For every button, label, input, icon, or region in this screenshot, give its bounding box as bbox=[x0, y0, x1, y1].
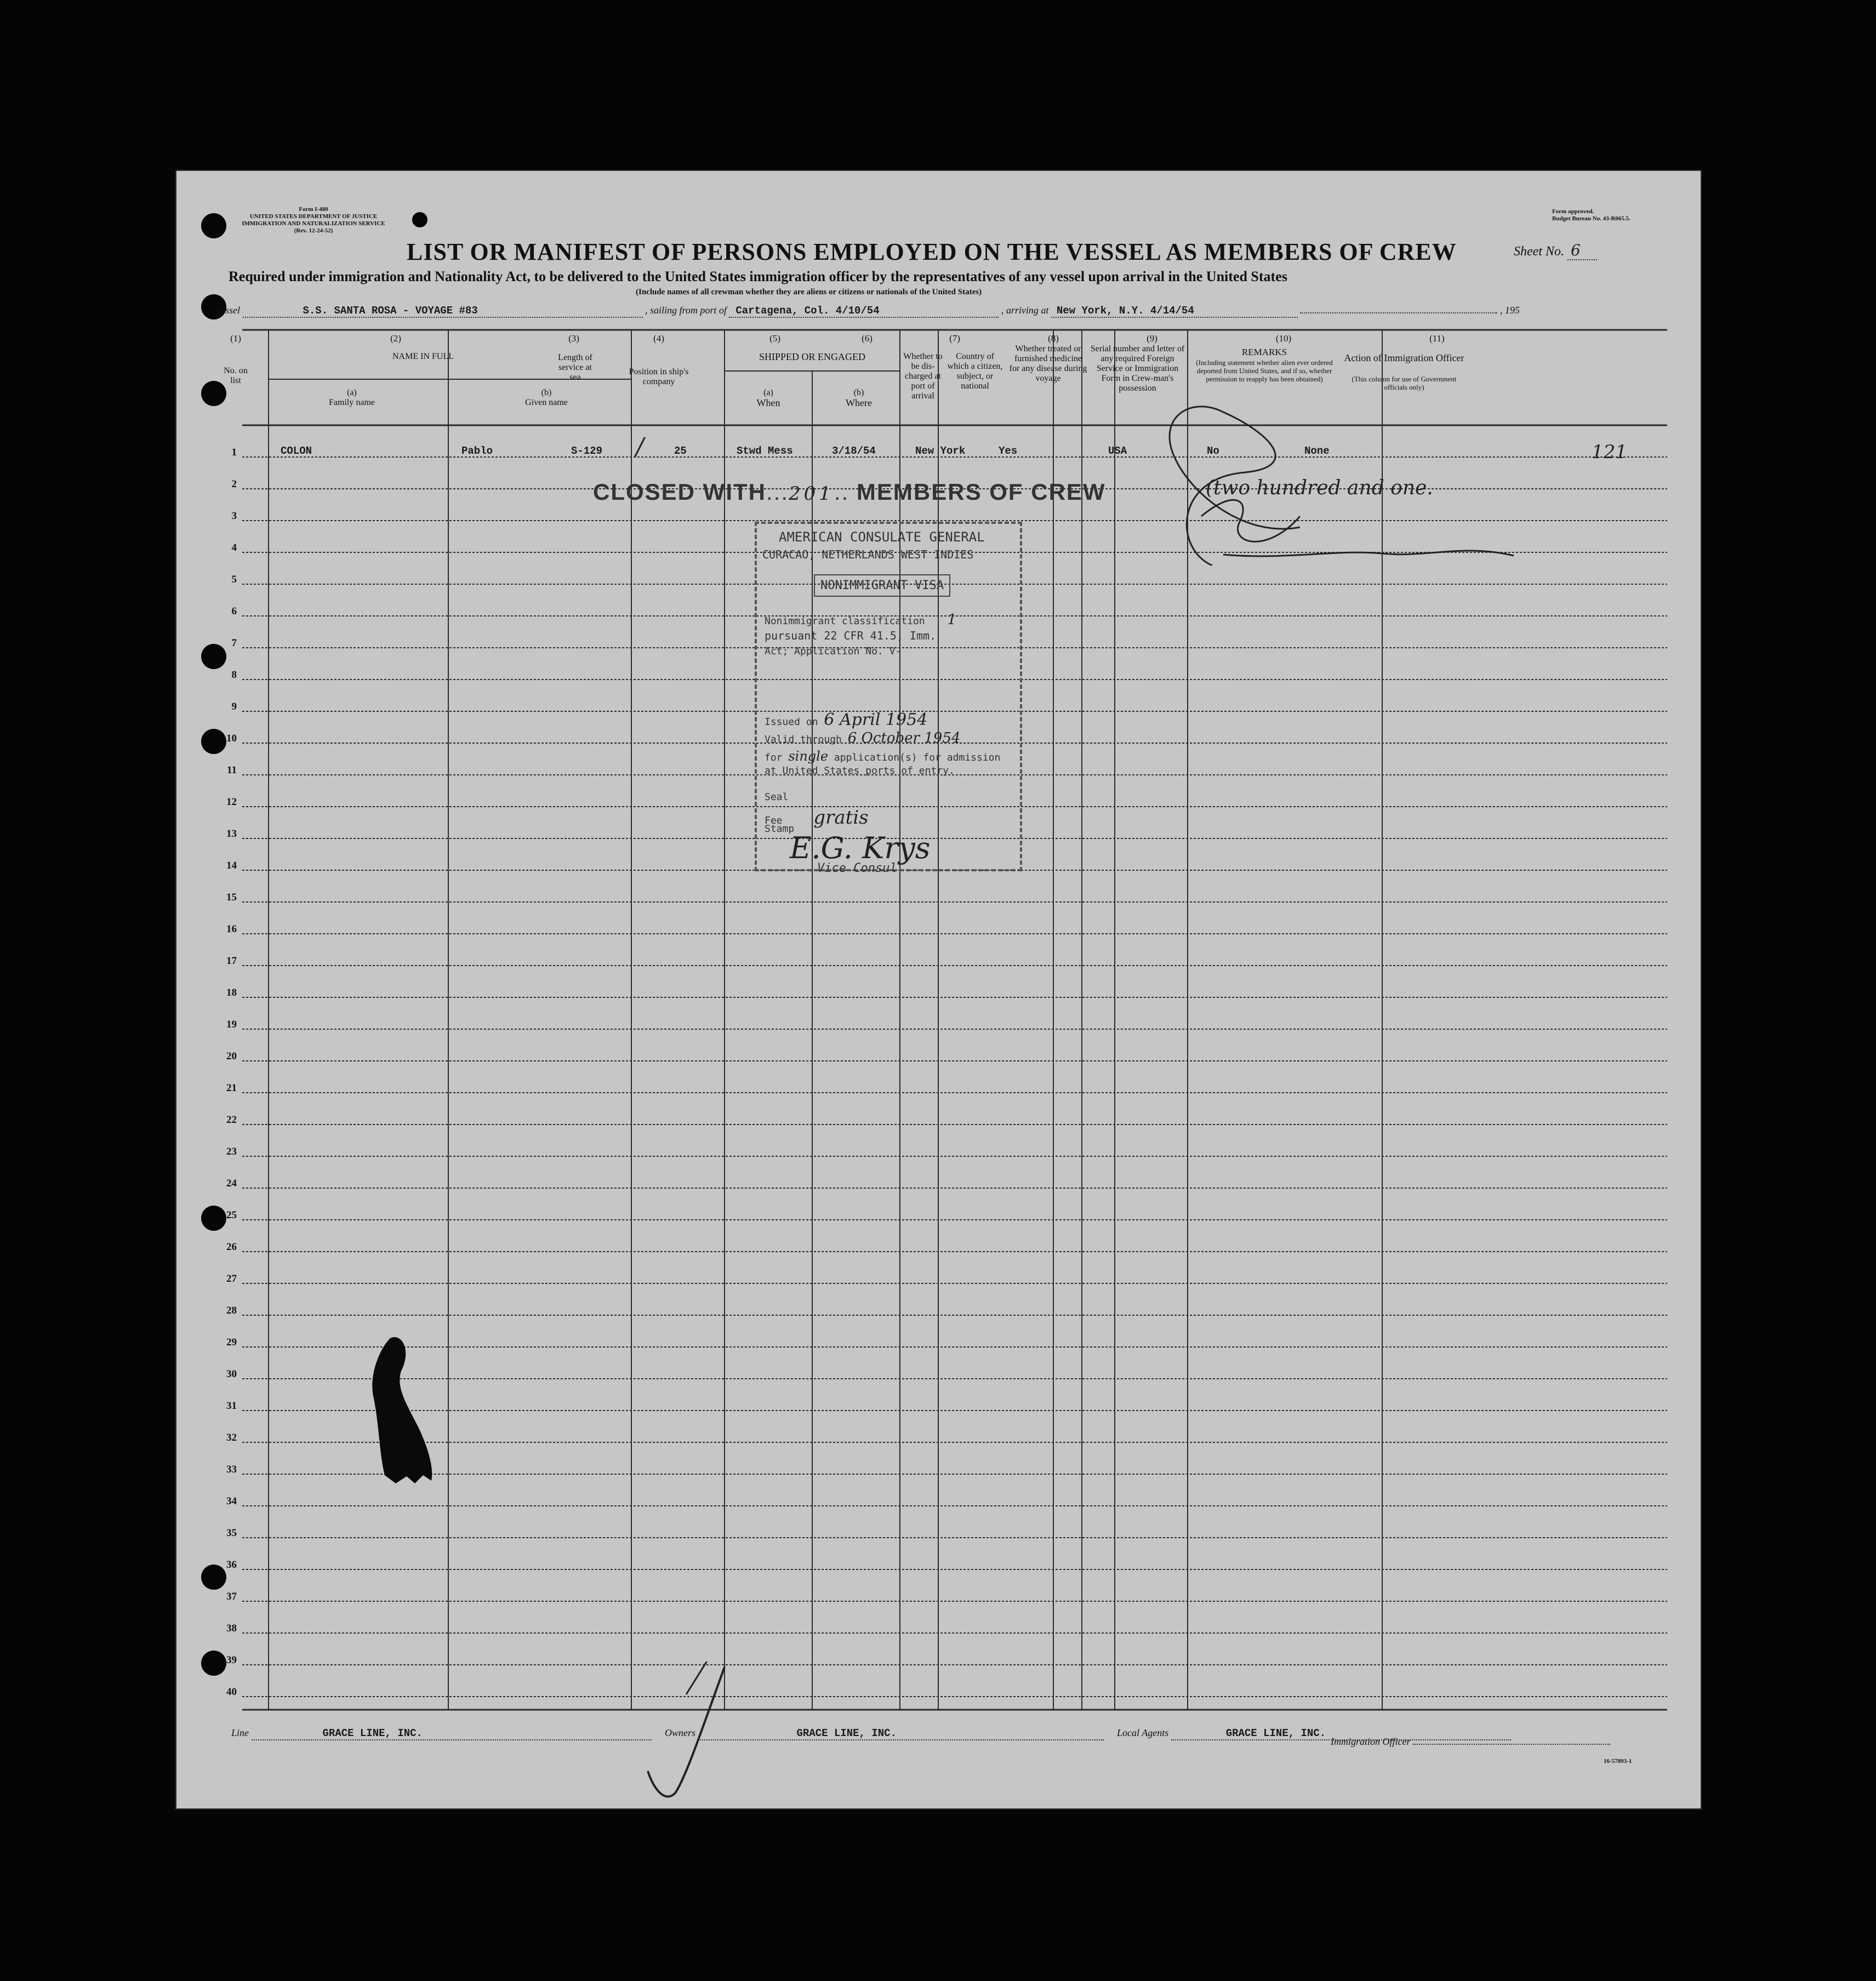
row-number: 23 bbox=[226, 1146, 237, 1157]
header-serial-form: Serial number and letter of any required Foreign Service or Immigration Form in Crew-man's possession bbox=[1090, 344, 1185, 393]
row-number: 8 bbox=[231, 669, 237, 681]
closing-suffix: MEMBERS OF CREW bbox=[856, 479, 1106, 505]
footer-agents-value: GRACE LINE, INC. bbox=[1171, 1727, 1511, 1740]
stamp-signature: E.G. Krys bbox=[790, 831, 931, 865]
stamp-classification bbox=[765, 612, 956, 628]
stamp-seal: Seal bbox=[765, 791, 789, 803]
row-number: 36 bbox=[226, 1559, 237, 1571]
footer-agents-label: Local Agents bbox=[1117, 1727, 1169, 1738]
header-name-in-full: NAME IN FULL bbox=[392, 352, 454, 361]
row-number: 19 bbox=[226, 1019, 237, 1030]
header-length-of-service: Length of service at sea bbox=[558, 353, 592, 382]
header-treated: Whether treated or furnished medicine for any disease during voyage bbox=[1009, 344, 1087, 383]
row-number: 29 bbox=[226, 1337, 237, 1348]
row-number: 39 bbox=[226, 1654, 237, 1666]
sheet-label: Sheet No. bbox=[1514, 244, 1564, 259]
column-number: (2) bbox=[390, 333, 401, 344]
row-number: 3 bbox=[231, 510, 237, 522]
vessel-name: S.S. SANTA ROSA - VOYAGE #83 bbox=[243, 305, 643, 318]
header-family-name: Family name bbox=[329, 398, 375, 407]
header-where-letter: (b) bbox=[853, 388, 864, 397]
row-number: 13 bbox=[226, 828, 237, 840]
arriving-label: , arriving at bbox=[1001, 305, 1049, 316]
stamp-for bbox=[765, 749, 1000, 764]
row-number: 38 bbox=[226, 1623, 237, 1634]
row-number: 10 bbox=[226, 733, 237, 744]
stamp-issued bbox=[765, 710, 927, 729]
entry-given-name: Pablo bbox=[461, 445, 493, 457]
footer-line-label: Line bbox=[231, 1727, 249, 1738]
header-shipped-or-engaged: SHIPPED OR ENGAGED bbox=[759, 351, 865, 362]
budget-bureau-number: Budget Bureau No. 43-R065.5. bbox=[1552, 215, 1630, 222]
closing-prefix: CLOSED WITH bbox=[593, 479, 766, 505]
footer-line-value: GRACE LINE, INC. bbox=[252, 1727, 652, 1740]
closing-underline-scribble bbox=[1218, 533, 1525, 566]
stamp-stamp-label: Stamp bbox=[765, 823, 795, 835]
column-number: (7) bbox=[949, 333, 960, 344]
form-approved: Form approved. bbox=[1552, 208, 1594, 215]
row-number: 40 bbox=[226, 1686, 237, 1698]
row-number: 35 bbox=[226, 1527, 237, 1539]
row-number: 31 bbox=[226, 1400, 237, 1412]
row-number: 7 bbox=[231, 637, 237, 649]
row-number: 15 bbox=[226, 892, 237, 903]
row-number: 14 bbox=[226, 860, 237, 871]
footer-officer-label: Immigration Officer bbox=[1331, 1736, 1411, 1747]
row-number: 1 bbox=[231, 447, 237, 458]
row-number: 34 bbox=[226, 1495, 237, 1507]
footer bbox=[231, 1727, 1511, 1740]
revision-date: (Rev. 12-24-52) bbox=[294, 227, 333, 234]
row-number: 30 bbox=[226, 1368, 237, 1380]
entry-serial: S-129 bbox=[571, 445, 603, 457]
stamp-for-value: single bbox=[788, 749, 829, 764]
stamp-valid-date: 6 October 1954 bbox=[847, 730, 961, 746]
row-number: 4 bbox=[231, 542, 237, 553]
column-number: (4) bbox=[653, 333, 664, 344]
header-discharged: Whether to be dis-charged at port of arrival bbox=[903, 352, 943, 401]
header-given-name: Given name bbox=[525, 398, 568, 407]
column-number: (3) bbox=[568, 333, 579, 344]
row-number: 6 bbox=[231, 606, 237, 617]
closing-statement: CLOSED WITH...201.. MEMBERS OF CREW bbox=[593, 479, 1106, 505]
stamp-vice-consul: Vice Consul bbox=[817, 861, 897, 875]
row-number: 9 bbox=[231, 701, 237, 712]
row-number: 21 bbox=[226, 1082, 237, 1094]
column-number: (9) bbox=[1147, 333, 1157, 344]
row-number: 37 bbox=[226, 1591, 237, 1602]
row-number: 20 bbox=[226, 1051, 237, 1062]
row-number: 5 bbox=[231, 574, 237, 585]
header-family-name-letter: (a) bbox=[347, 388, 357, 397]
year-label: , 195 bbox=[1499, 305, 1520, 316]
stamp-issued-label: Issued on bbox=[765, 716, 818, 728]
column-number: (11) bbox=[1429, 333, 1445, 344]
row-number: 2 bbox=[231, 478, 237, 490]
entry-checkmark: / bbox=[636, 433, 644, 461]
stamp-consulate: AMERICAN CONSULATE GENERAL bbox=[779, 529, 985, 545]
row-number: 33 bbox=[226, 1464, 237, 1475]
stamp-location: CURACAO, NETHERLANDS WEST INDIES bbox=[762, 548, 974, 561]
sheet-number-value: 6 bbox=[1567, 241, 1597, 260]
stamp-classification-value: 1 bbox=[947, 612, 956, 628]
footer-owners-value: GRACE LINE, INC. bbox=[698, 1727, 1104, 1740]
row-number: 18 bbox=[226, 987, 237, 998]
handwritten-check-mark bbox=[642, 1662, 752, 1804]
service-name: IMMIGRATION AND NATURALIZATION SERVICE bbox=[242, 220, 385, 227]
manifest-sheet bbox=[176, 171, 1701, 1808]
vessel-label: Vessel bbox=[216, 305, 240, 316]
entry-when: 3/18/54 bbox=[832, 445, 876, 457]
sailing-label: , sailing from port of bbox=[645, 305, 727, 316]
header-where: Where bbox=[846, 397, 872, 408]
row-number: 27 bbox=[226, 1273, 237, 1284]
entry-where: New York bbox=[915, 445, 966, 457]
row-number: 32 bbox=[226, 1432, 237, 1443]
page-title: LIST OR MANIFEST OF PERSONS EMPLOYED ON THE VESSEL AS MEMBERS OF CREW bbox=[407, 238, 1457, 265]
entry-officer-action: 121 bbox=[1592, 441, 1627, 463]
stamp-issued-date: 6 April 1954 bbox=[824, 710, 928, 729]
closing-handwritten: (two hundred and one. bbox=[1206, 477, 1433, 499]
column-number: (5) bbox=[769, 333, 780, 344]
header-no-on-list: No. on list bbox=[224, 366, 248, 385]
column-number: (6) bbox=[862, 333, 873, 344]
row-number: 22 bbox=[226, 1114, 237, 1126]
row-number: 28 bbox=[226, 1305, 237, 1316]
entry-discharged: Yes bbox=[999, 445, 1018, 457]
stamp-fee-value: gratis bbox=[813, 807, 869, 829]
stamp-fee-label: Fee bbox=[765, 815, 783, 826]
page-subtitle: Required under immigration and Nationality Act, to be delivered to the United States immigration officer by the representatives of any vessel upon arrival in the United States bbox=[229, 269, 1287, 284]
row-number: 26 bbox=[226, 1241, 237, 1253]
form-number: Form I-480 bbox=[299, 206, 328, 213]
header-officer-note: (This column for use of Government officials only) bbox=[1352, 375, 1457, 391]
stamp-ports: at United States ports of entry. bbox=[765, 765, 955, 777]
header-officer-action: Action of Immigration Officer bbox=[1344, 352, 1464, 363]
header-given-name-letter: (b) bbox=[541, 388, 552, 397]
header-position: Position in ship's company bbox=[629, 367, 689, 386]
row-number: 17 bbox=[226, 955, 237, 967]
stamp-application-note: application(s) for admission bbox=[834, 752, 1001, 763]
entry-form: None bbox=[1304, 445, 1330, 457]
print-code: 16-57893-1 bbox=[1604, 1758, 1632, 1765]
sailing-port: Cartagena, Col. 4/10/54 bbox=[729, 305, 999, 318]
crew-note: (Include names of all crewman whether they are aliens or citizens or nationals of the United States) bbox=[636, 288, 982, 296]
consular-visa-stamp bbox=[755, 522, 1022, 875]
column-number: (8) bbox=[1048, 333, 1059, 344]
header-country: Country of which a citizen, subject, or national bbox=[947, 352, 1003, 391]
closing-count: 201 bbox=[789, 483, 834, 505]
stamp-pursuant: pursuant 22 CFR 41.5, Imm. bbox=[765, 629, 937, 642]
row-number: 25 bbox=[226, 1209, 237, 1221]
entry-treated: No bbox=[1207, 445, 1219, 457]
header-remarks: REMARKS bbox=[1241, 347, 1287, 357]
entry-country: USA bbox=[1108, 445, 1127, 457]
stamp-valid bbox=[765, 730, 960, 746]
stamp-visa-type: NONIMMIGRANT VISA bbox=[814, 574, 950, 597]
header-remarks-note: (Including statement whether alien ever ordered deported from United States, and if so, whether permission to reapply has been obtained) bbox=[1196, 358, 1333, 383]
stamp-valid-label: Valid through bbox=[765, 734, 842, 745]
stamp-application: Act; Application No. V- bbox=[765, 646, 902, 657]
row-number: 12 bbox=[226, 796, 237, 808]
row-number: 11 bbox=[227, 764, 237, 776]
header-when: When bbox=[756, 397, 780, 408]
arriving-port: New York, N.Y. 4/14/54 bbox=[1051, 305, 1298, 318]
department-name: UNITED STATES DEPARTMENT OF JUSTICE bbox=[249, 213, 378, 220]
column-number: (10) bbox=[1275, 333, 1292, 344]
header-when-letter: (a) bbox=[763, 388, 773, 397]
footer-owners-label: Owners bbox=[665, 1727, 696, 1738]
entry-length: 25 bbox=[674, 445, 687, 457]
entry-position: Stwd Mess bbox=[737, 445, 793, 457]
entry-family-name: COLON bbox=[281, 445, 312, 457]
ink-blot bbox=[363, 1333, 434, 1486]
stamp-classification-label: Nonimmigrant classification bbox=[765, 615, 925, 627]
row-number: 24 bbox=[226, 1178, 237, 1189]
row-number: 16 bbox=[226, 923, 237, 935]
column-number: (1) bbox=[230, 333, 241, 344]
footer-officer bbox=[1331, 1736, 1610, 1748]
stamp-for-label: for bbox=[765, 752, 783, 763]
